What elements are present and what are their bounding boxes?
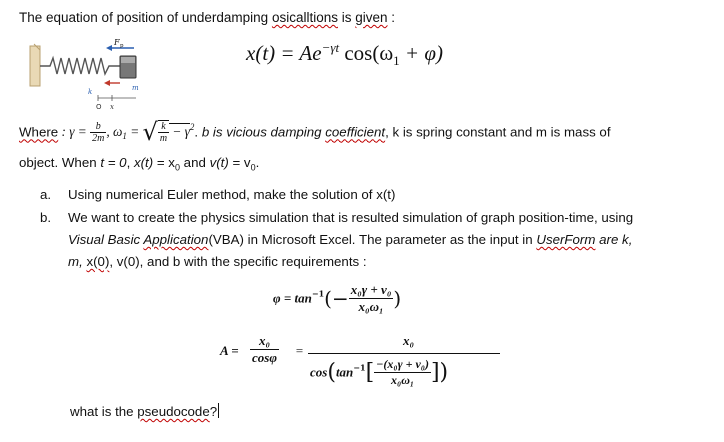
inner-fraction: $\frac{\text{−(x₀γ + v₀)}}{\text{x₀ω₁}}$ [376, 357, 429, 387]
gamma-fraction: $\frac{b}{2m}$ [92, 120, 105, 144]
svg-text:x: x [110, 103, 114, 111]
svg-text:k: k [88, 88, 93, 96]
svg-text:O: O [96, 103, 102, 111]
svg-text:m: m [132, 84, 139, 92]
phi-equation: $\varphi = \tan^{-1}(-$ $\frac{\text{x₀γ + v₀}}{\text{x₀ω₁}}$ ) [273, 282, 402, 314]
spring-mass-figure [28, 36, 156, 114]
a-fraction-1: $\frac{\text{x₀}}{\cos\varphi}$ [252, 333, 277, 365]
position-equation: $x(t) = Ae^{-\gamma t}$ $\cos(\omega_1 + \varphi)$ [246, 40, 443, 69]
sqrt-fraction: $\frac{k}{m}$ [159, 121, 168, 144]
intro-line: The equation of position of underdamping osicalltions is given : [19, 10, 396, 25]
where-line: Where : γ = $\frac{b}{2m}$ , $\omega_1$ = √ $\frac{k}{m}$ − $\gamma^2$. b is vicious damping coefficient, k is spring constant and m is mass of [19, 118, 611, 146]
a-fraction-bar [308, 353, 500, 354]
misspelled-word: osicalltions [271, 10, 338, 25]
list-b-line2: Visual Basic Application(VBA) in Microsoft Excel. The parameter as the input in UserForm are k, [68, 232, 633, 247]
phi-fraction: $\frac{\text{x₀γ + v₀}}{\text{x₀ω₁}}$ [350, 282, 392, 314]
svg-text:F: F [114, 38, 120, 47]
object-line: object. When t = 0, $x(t) = x_0$ and $v(t) = v_0$. [19, 155, 260, 173]
wall [30, 46, 40, 86]
svg-text:p: p [120, 43, 124, 49]
question-line[interactable]: what is the pseudocode? [70, 404, 218, 419]
sqrt-symbol: √ [142, 118, 158, 146]
spring-coil [40, 58, 120, 74]
a-denominator: $\cos(\tan^{-1}$[ $\frac{\text{−(x₀γ + v₀)}}{\text{x₀ω₁}}$ ]) [310, 357, 449, 387]
text-cursor [218, 403, 219, 418]
list-b-line3: m, x(0), v(0), and b with the specific requirements : [68, 254, 367, 269]
